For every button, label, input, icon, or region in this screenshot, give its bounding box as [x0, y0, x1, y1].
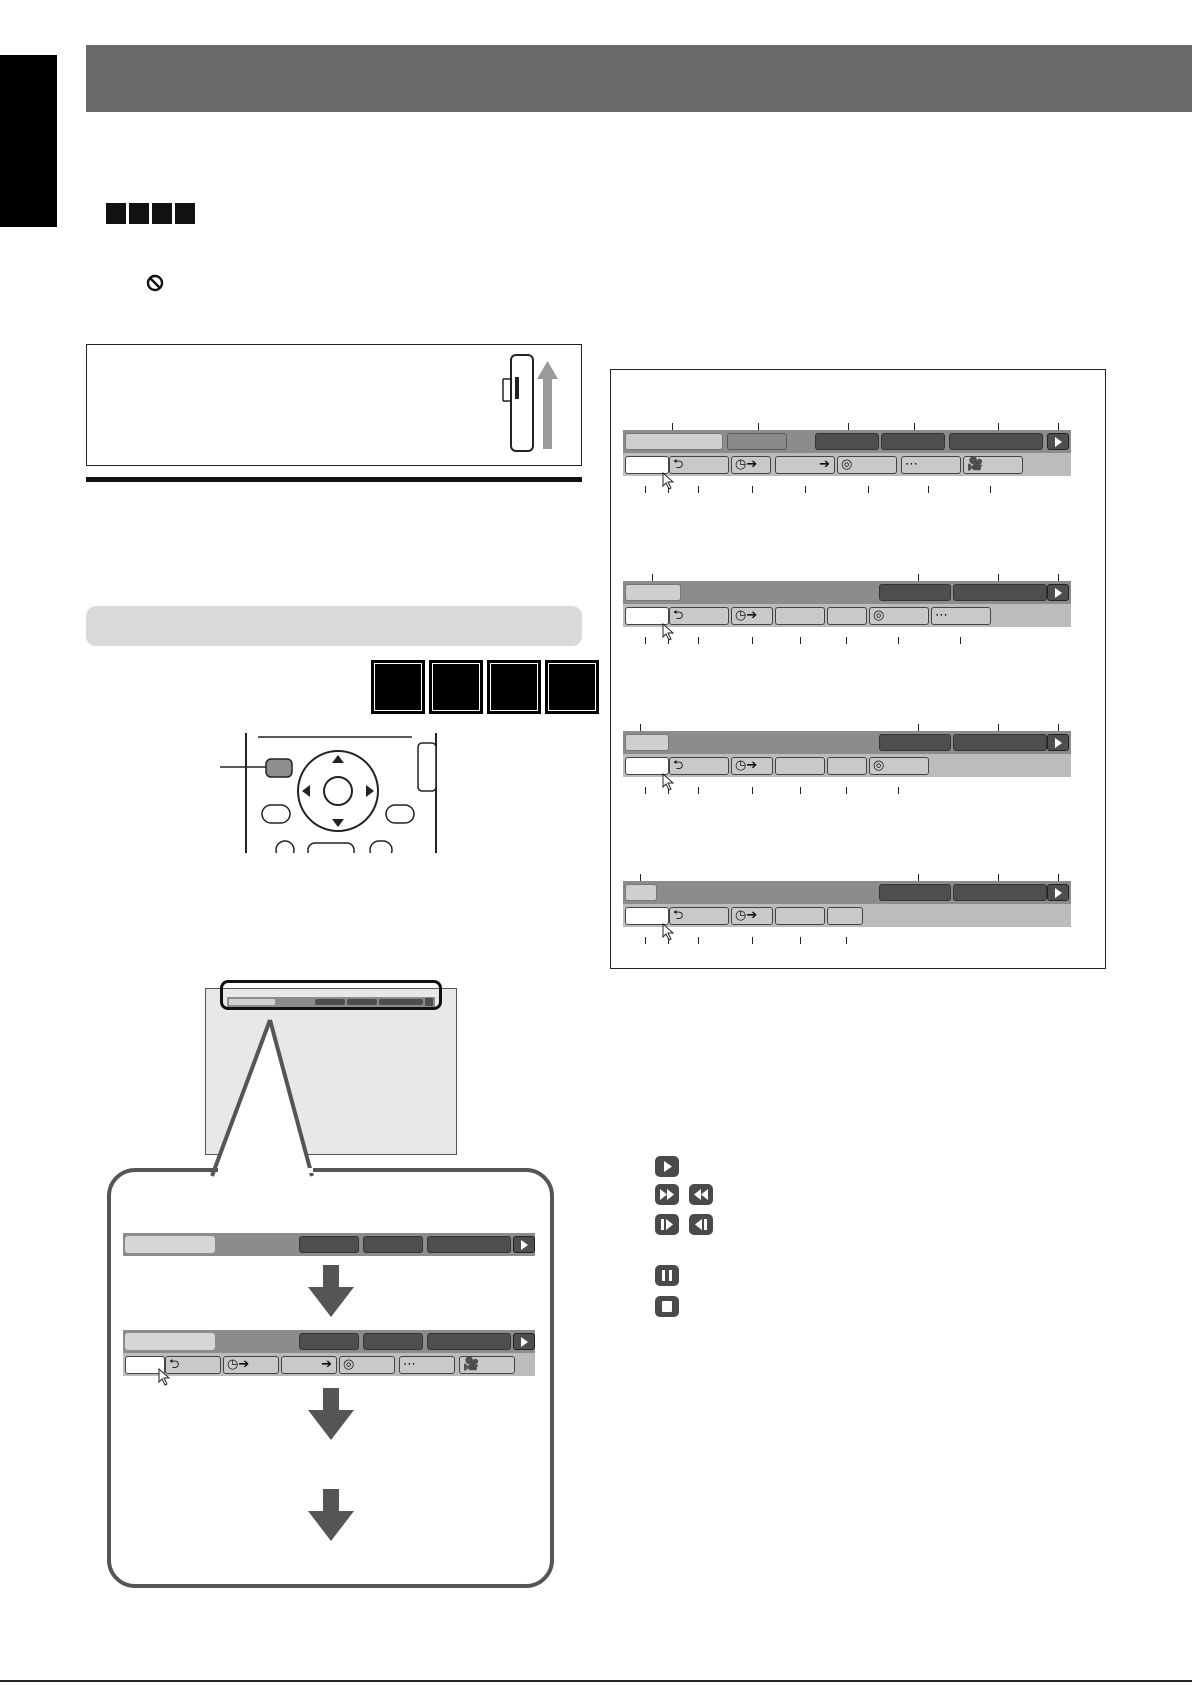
callout-tick	[1058, 423, 1059, 430]
callout-tick	[990, 486, 991, 493]
play-icon	[513, 1236, 535, 1253]
time-search-button[interactable]: ◷➔	[731, 607, 773, 625]
callout-tick	[898, 787, 899, 794]
chapter-search-button[interactable]: ➔	[281, 1356, 337, 1374]
callout-tick	[898, 637, 899, 644]
repeat-button[interactable]: ⮌	[165, 1356, 221, 1374]
zoom-highlight	[220, 980, 442, 1010]
arrow-down-icon	[308, 1489, 354, 1541]
callout-pointer	[200, 1010, 340, 1180]
on-screen-bar-step2	[123, 1330, 535, 1353]
callout-tick	[645, 486, 646, 493]
callout-tick	[758, 423, 759, 430]
angle-button[interactable]: 🎥	[459, 1356, 515, 1374]
callout-tick	[868, 486, 869, 493]
callout-tick	[698, 937, 699, 944]
callout-tick	[846, 937, 847, 944]
callout-tick	[698, 486, 699, 493]
callout-tick	[1058, 574, 1059, 581]
callout-tick	[846, 637, 847, 644]
callout-tick	[698, 637, 699, 644]
footer-rule	[0, 1680, 1192, 1682]
time-search-button[interactable]: ◷➔	[731, 456, 771, 474]
on-screen-bar-dvd	[623, 430, 1071, 453]
on-screen-bar-cd	[623, 731, 1071, 754]
disc-type-badges-large	[371, 660, 599, 714]
slow-reverse-icon	[689, 1214, 713, 1235]
callout-tick	[918, 574, 919, 581]
track-button[interactable]	[775, 607, 825, 625]
callout-tick	[998, 423, 999, 430]
callout-tick	[1058, 724, 1059, 731]
track-button[interactable]	[827, 907, 863, 925]
repeat-button[interactable]: ⮌	[669, 907, 729, 925]
callout-tick	[800, 787, 801, 794]
function-bar-step2	[123, 1353, 535, 1376]
time-search-button[interactable]: ◷➔	[731, 907, 773, 925]
cursor-icon	[662, 472, 676, 490]
disc-badge	[487, 660, 541, 714]
callout-tick	[800, 937, 801, 944]
track-button[interactable]	[775, 757, 825, 775]
page-header-bar	[86, 45, 1192, 112]
callout-tick	[645, 637, 646, 644]
callout-tick	[805, 486, 806, 493]
repeat-button[interactable]: ⮌	[669, 757, 729, 775]
language-side-tab	[0, 55, 57, 227]
on-screen-bar-step1	[123, 1233, 535, 1256]
arrow-down-icon	[308, 1388, 354, 1440]
cursor-icon	[662, 923, 676, 941]
remote-control-illustration	[220, 733, 446, 858]
function-bar-vcd	[623, 604, 1071, 627]
subtitle-button[interactable]: ⋯	[399, 1356, 455, 1374]
disc-type-badges	[106, 203, 195, 224]
angle-button[interactable]: 🎥	[963, 456, 1023, 474]
callout-tick	[960, 637, 961, 644]
cursor-icon	[662, 623, 676, 641]
callout-tick	[848, 423, 849, 430]
subtitle-button[interactable]: ⋯	[901, 456, 961, 474]
section-rule	[86, 477, 582, 482]
disc-badge	[545, 660, 599, 714]
section-title-pill	[86, 606, 582, 646]
track-button[interactable]	[775, 907, 825, 925]
play-icon	[1047, 433, 1069, 450]
slow-forward-icon	[655, 1214, 679, 1235]
disc-badge	[106, 203, 126, 224]
callout-tick	[698, 787, 699, 794]
function-bar-dvd	[623, 453, 1071, 476]
callout-tick	[998, 874, 999, 881]
cursor-icon	[662, 773, 676, 791]
callout-tick	[846, 787, 847, 794]
callout-tick	[998, 574, 999, 581]
disc-badge	[152, 203, 172, 224]
repeat-button[interactable]: ⮌	[669, 607, 729, 625]
play-icon	[513, 1333, 535, 1350]
play-icon	[1047, 734, 1069, 751]
play-icon	[655, 1156, 679, 1177]
callout-tick	[800, 637, 801, 644]
callout-tick	[640, 724, 641, 731]
cursor-icon	[158, 1368, 172, 1386]
play-icon	[1047, 584, 1069, 601]
pause-icon	[655, 1265, 679, 1286]
remote-switch-illustration	[497, 349, 567, 461]
callout-tick	[752, 787, 753, 794]
audio-button[interactable]: ◎	[339, 1356, 395, 1374]
track-button[interactable]	[827, 757, 867, 775]
on-screen-bar-mp3	[623, 881, 1071, 904]
callout-tick	[752, 937, 753, 944]
menu-button	[266, 759, 292, 777]
disc-badge	[429, 660, 483, 714]
play-icon	[1047, 884, 1069, 901]
disc-badge	[129, 203, 149, 224]
function-bar-cd	[623, 754, 1071, 777]
callout-tick	[652, 574, 653, 581]
callout-tick	[918, 874, 919, 881]
on-screen-bar-vcd	[623, 581, 1071, 604]
time-search-button[interactable]: ◷➔	[731, 757, 773, 775]
audio-button[interactable]: ◎	[869, 757, 929, 775]
track-button[interactable]	[827, 607, 867, 625]
callout-tick	[640, 874, 641, 881]
disc-badge	[175, 203, 195, 224]
prohibit-icon	[146, 274, 164, 297]
time-search-button[interactable]: ◷➔	[223, 1356, 279, 1374]
audio-button[interactable]: ◎	[837, 456, 897, 474]
callout-tick	[914, 423, 915, 430]
callout-tick	[672, 423, 673, 430]
fast-forward-icon	[655, 1184, 679, 1205]
callout-tick	[752, 637, 753, 644]
subtitle-button[interactable]: ⋯	[931, 607, 991, 625]
stop-icon	[655, 1296, 679, 1317]
function-bar-mp3	[623, 904, 1071, 927]
callout-tick	[928, 486, 929, 493]
chapter-search-button[interactable]: ➔	[775, 456, 835, 474]
callout-tick	[645, 937, 646, 944]
callout-tick	[752, 486, 753, 493]
arrow-down-icon	[308, 1265, 354, 1317]
repeat-button[interactable]: ⮌	[669, 456, 729, 474]
callout-tick	[918, 724, 919, 731]
audio-button[interactable]: ◎	[869, 607, 929, 625]
note-box	[86, 344, 582, 466]
callout-tick	[1058, 874, 1059, 881]
callout-tick	[998, 724, 999, 731]
callout-tick	[645, 787, 646, 794]
fast-reverse-icon	[689, 1184, 713, 1205]
disc-badge	[371, 660, 425, 714]
